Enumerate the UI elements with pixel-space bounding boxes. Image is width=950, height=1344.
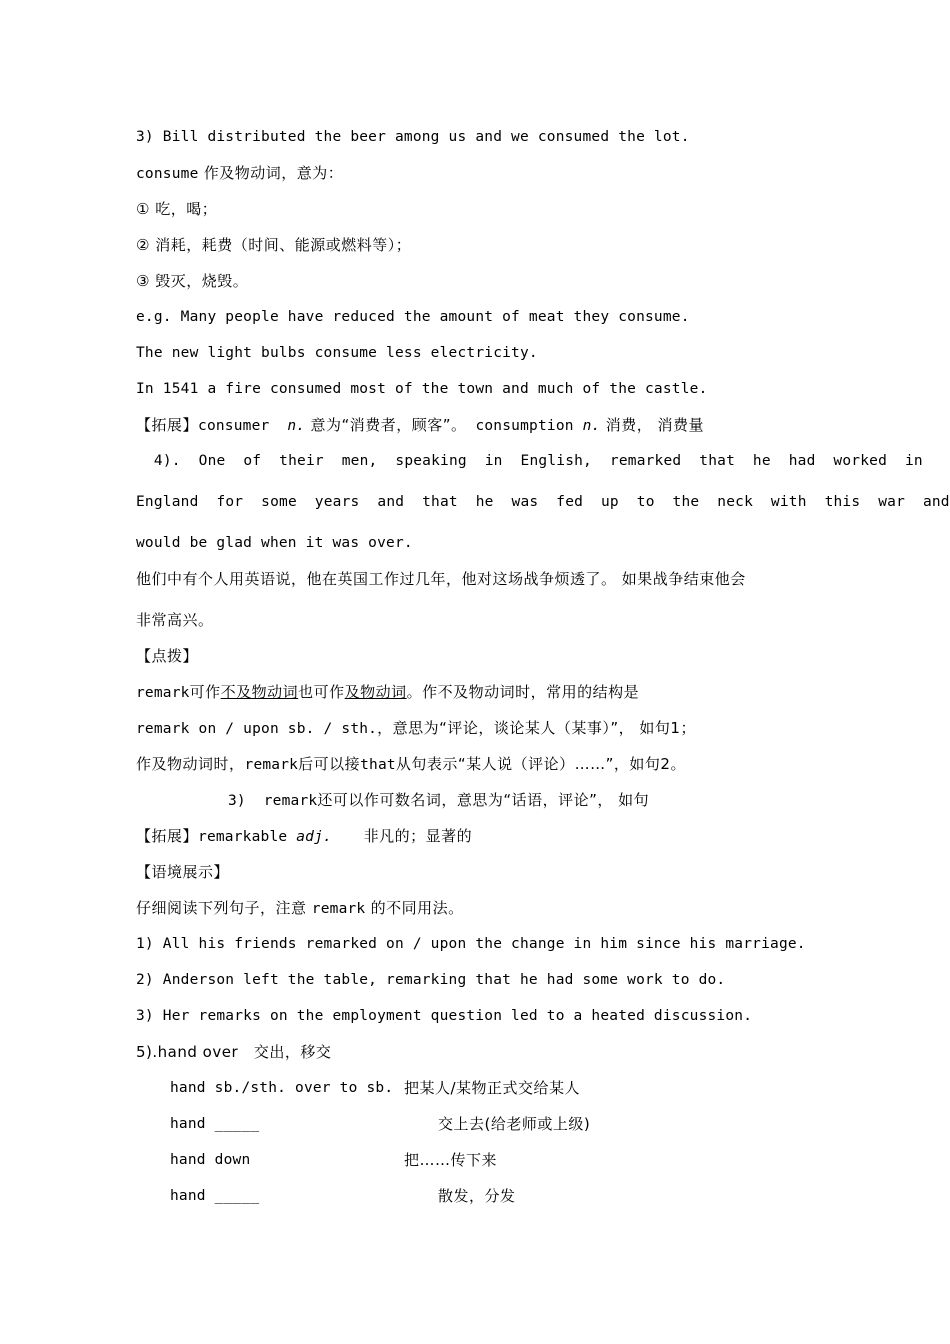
- phrase-row-2-meaning: 交上去(给老师或上级): [438, 1115, 591, 1133]
- meaning-2: ② 消耗，耗费（时间、能源或燃料等）；: [136, 236, 412, 254]
- phrase-row-2: hand _____: [170, 1116, 260, 1132]
- consume-example-1: e.g. Many people have reduced the amount of meat they consume.: [136, 309, 690, 325]
- phrase-row-1-meaning: 把某人/某物正式交给某人: [404, 1079, 581, 1097]
- context-instruction: 仔细阅读下列句子，注意 remark 的不同用法。: [136, 899, 464, 917]
- remark-noun-line: 3) remark还可以作可数名词，意思为“话语，评论”， 如句: [228, 791, 650, 809]
- remark-extension: 【拓展】remarkable adj. 非凡的；显著的: [136, 827, 473, 845]
- remark-sentence-2: 2) Anderson left the table, remarking that he had some work to do.: [136, 972, 726, 988]
- translation-line-2: 非常高兴。: [136, 611, 214, 629]
- consume-example-3: In 1541 a fire consumed most of the town and much of the castle.: [136, 381, 708, 397]
- translation-line-1: 他们中有个人用英语说，他在英国工作过几年，他对这场战争烦透了。 如果战争结束他会: [136, 570, 746, 588]
- consume-definition-heading: consume 作及物动词，意为：: [136, 164, 344, 182]
- tips-heading: 【点拨】: [136, 647, 199, 665]
- example-sentence-3: 3) Bill distributed the beer among us and we consumed the lot.: [136, 129, 690, 145]
- sentence-4-line-1: 4). One of their men, speaking in English, remarked that he had worked in: [136, 453, 923, 469]
- remark-usage-line: remark可作不及物动词也可作及物动词。作不及物动词时，常用的结构是: [136, 683, 640, 701]
- phrase-row-3: hand down: [170, 1152, 251, 1168]
- phrase-row-1: hand sb./sth. over to sb.: [170, 1080, 394, 1096]
- phrase-row-3-meaning: 把……传下来: [404, 1151, 498, 1169]
- remark-sentence-3: 3) Her remarks on the employment question led to a heated discussion.: [136, 1008, 753, 1024]
- hand-over-heading: 5).hand over 交出，移交: [136, 1043, 332, 1061]
- phrase-row-4-meaning: 散发，分发: [438, 1187, 516, 1205]
- consume-extension: 【拓展】consumer n. 意为“消费者，顾客”。 consumption n. 消费， 消费量: [136, 416, 705, 434]
- context-heading: 【语境展示】: [136, 863, 230, 881]
- sentence-4-line-2: England for some years and that he was fed up to the neck with this war and: [136, 494, 950, 510]
- phrase-row-4: hand _____: [170, 1188, 260, 1204]
- remark-sentence-1: 1) All his friends remarked on / upon the change in him since his marriage.: [136, 936, 806, 952]
- remark-transitive-line: 作及物动词时，remark后可以接that从句表示“某人说（评论）……”，如句2。: [136, 755, 686, 773]
- consume-example-2: The new light bulbs consume less electricity.: [136, 345, 538, 361]
- meaning-3: ③ 毁灭，烧毁。: [136, 272, 249, 290]
- remark-structure-line: remark on / upon sb. / sth.，意思为“评论，谈论某人（某事）”， 如句1；: [136, 719, 696, 737]
- sentence-4-line-3: would be glad when it was over.: [136, 535, 413, 551]
- meaning-1: ① 吃，喝；: [136, 200, 218, 218]
